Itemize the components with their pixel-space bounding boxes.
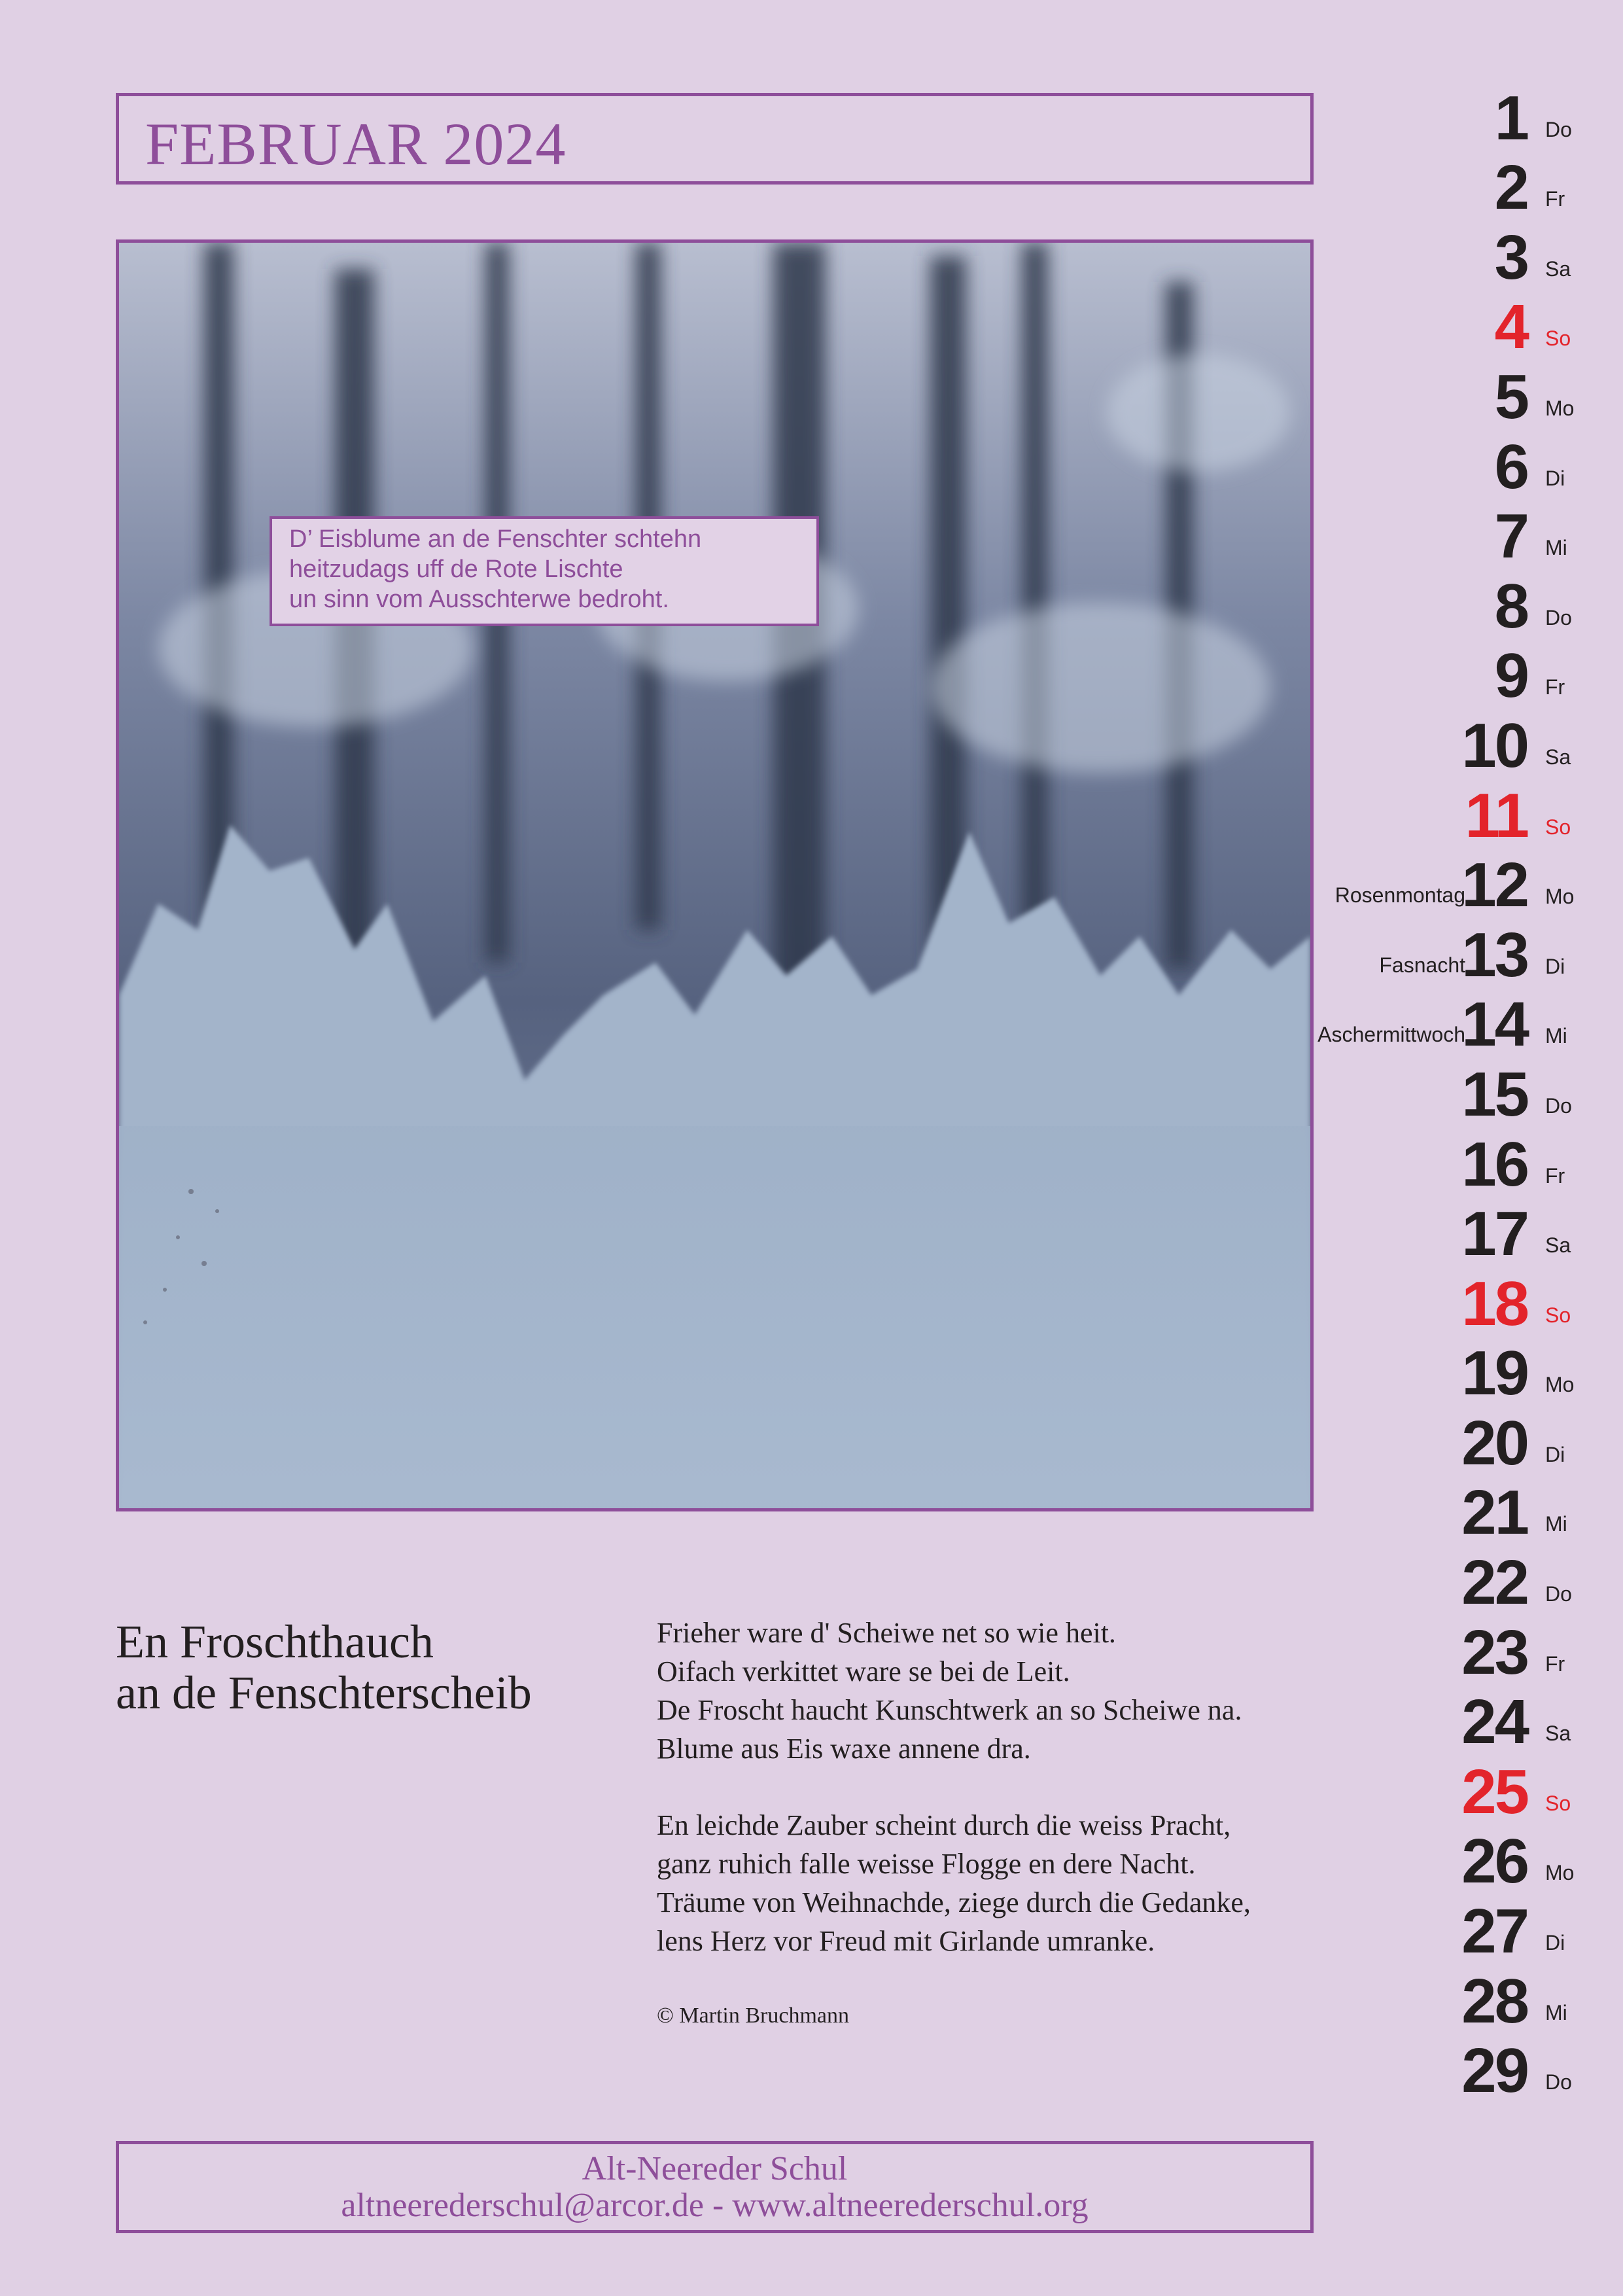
day-number: 29 <box>1461 2036 1527 2106</box>
day-weekday: Sa <box>1545 256 1571 281</box>
day-number: 13 <box>1461 919 1527 990</box>
day-column <box>1308 80 1616 2106</box>
day-number: 26 <box>1461 1826 1527 1897</box>
day-number: 16 <box>1461 1129 1527 1199</box>
day-row <box>1308 638 1616 711</box>
day-number: 8 <box>1494 571 1527 641</box>
day-weekday: Fr <box>1545 1163 1565 1188</box>
caption-line: D’ Eisblume an de Fenschter schtehn <box>289 525 702 553</box>
day-row <box>1308 1056 1616 1129</box>
day-row <box>1308 1126 1616 1199</box>
day-row <box>1308 2033 1616 2106</box>
poem-line: Frieher ware d' Scheiwe net so wie heit. <box>657 1617 1116 1649</box>
poem-title-line: an de Fenschterscheib <box>116 1667 532 1719</box>
day-weekday: So <box>1545 1791 1571 1815</box>
day-weekday: Fr <box>1545 675 1565 699</box>
day-row <box>1308 777 1616 851</box>
day-number: 14 <box>1461 989 1527 1060</box>
day-row <box>1308 1544 1616 1618</box>
day-weekday: Mo <box>1545 885 1575 909</box>
day-weekday: Di <box>1545 1442 1565 1466</box>
day-row <box>1308 1265 1616 1339</box>
day-number: 28 <box>1461 1966 1527 2036</box>
day-row <box>1308 1614 1616 1687</box>
day-number: 23 <box>1461 1617 1527 1687</box>
day-weekday: Di <box>1545 954 1565 978</box>
day-holiday-label: Rosenmontag <box>1335 883 1465 908</box>
poem-title <box>116 1616 613 1718</box>
footer-contact: altneerederschul@arcor.de - www.altneerederschul.org <box>341 2187 1089 2224</box>
day-row <box>1308 1335 1616 1409</box>
footer <box>116 2141 1314 2233</box>
day-row <box>1308 1684 1616 1757</box>
day-holiday-label: Fasnacht <box>1379 953 1465 977</box>
poem-line: lens Herz vor Freud mit Girlande umranke. <box>657 1925 1155 1957</box>
poem-line: ganz ruhich falle weisse Flogge en dere Nacht. <box>657 1848 1196 1880</box>
poem-line: Oifach verkittet ware se bei de Leit. <box>657 1655 1070 1687</box>
day-number: 2 <box>1494 152 1527 223</box>
day-weekday: Sa <box>1545 745 1571 769</box>
day-number: 7 <box>1494 501 1527 572</box>
day-number: 15 <box>1461 1059 1527 1129</box>
day-row <box>1308 847 1616 921</box>
poem-line: En leichde Zauber scheint durch die weiss Pracht, <box>657 1809 1231 1841</box>
day-row <box>1308 1475 1616 1548</box>
poem-text <box>657 1614 1331 1998</box>
day-number: 11 <box>1465 780 1527 851</box>
day-number: 19 <box>1461 1338 1527 1409</box>
day-number: 5 <box>1494 361 1527 432</box>
day-row <box>1308 219 1616 292</box>
month-title: FEBRUAR 2024 <box>145 111 567 177</box>
day-row <box>1308 1824 1616 1897</box>
caption-line: un sinn vom Ausschterwe bedroht. <box>289 586 669 613</box>
day-weekday: Sa <box>1545 1233 1571 1258</box>
poem-stanza <box>657 1806 1331 1960</box>
day-weekday: Sa <box>1545 1722 1571 1746</box>
day-row <box>1308 707 1616 781</box>
day-number: 1 <box>1494 82 1527 153</box>
day-number: 10 <box>1461 710 1527 781</box>
day-number: 21 <box>1461 1477 1527 1548</box>
day-row <box>1308 289 1616 362</box>
day-number: 12 <box>1461 850 1527 921</box>
day-row <box>1308 150 1616 223</box>
day-row <box>1308 499 1616 572</box>
day-weekday: Di <box>1545 1931 1565 1955</box>
day-weekday: Fr <box>1545 187 1565 211</box>
day-weekday: Mo <box>1545 396 1575 420</box>
poem-line: De Froscht haucht Kunschtwerk an so Scheiwe na. <box>657 1694 1242 1726</box>
day-row <box>1308 359 1616 432</box>
poem-stanza <box>657 1614 1331 1768</box>
day-weekday: Fr <box>1545 1651 1565 1676</box>
day-number: 6 <box>1494 431 1527 502</box>
day-row <box>1308 1754 1616 1827</box>
day-number: 25 <box>1461 1756 1527 1827</box>
day-number: 17 <box>1461 1199 1527 1269</box>
day-row <box>1308 80 1616 153</box>
day-row <box>1308 1405 1616 1478</box>
day-row <box>1308 987 1616 1060</box>
day-number: 9 <box>1494 641 1527 711</box>
day-weekday: Do <box>1545 1582 1572 1606</box>
day-row <box>1308 1196 1616 1269</box>
day-number: 3 <box>1494 222 1527 292</box>
poem-line: Blume aus Eis waxe annene dra. <box>657 1733 1031 1765</box>
month-title-box <box>116 93 1314 185</box>
photo-caption <box>270 516 819 626</box>
day-weekday: Mi <box>1545 2000 1567 2024</box>
day-weekday: Do <box>1545 1093 1572 1118</box>
day-number: 24 <box>1461 1687 1527 1757</box>
day-number: 4 <box>1494 292 1527 362</box>
day-row <box>1308 568 1616 641</box>
day-weekday: Mi <box>1545 1024 1567 1048</box>
poem-line: Träume von Weihnachde, ziege durch die Gedanke, <box>657 1886 1251 1918</box>
caption-line: heitzudags uff de Rote Lischte <box>289 556 623 583</box>
day-weekday: Mi <box>1545 1512 1567 1536</box>
day-weekday: Do <box>1545 605 1572 629</box>
day-weekday: So <box>1545 327 1571 351</box>
day-number: 22 <box>1461 1547 1527 1618</box>
day-holiday-label: Aschermittwoch <box>1318 1023 1465 1047</box>
day-weekday: Do <box>1545 2070 1572 2094</box>
frost-photo-image <box>119 243 1310 1508</box>
footer-organization: Alt-Neereder Schul <box>582 2150 848 2187</box>
day-weekday: Do <box>1545 117 1572 141</box>
day-weekday: Di <box>1545 466 1565 490</box>
day-weekday: So <box>1545 815 1571 839</box>
day-row <box>1308 917 1616 990</box>
day-row <box>1308 1893 1616 1967</box>
frost-photo <box>116 239 1314 1511</box>
poem-author: © Martin Bruchmann <box>657 2004 849 2028</box>
day-weekday: Mo <box>1545 1861 1575 1885</box>
day-weekday: Mo <box>1545 1373 1575 1397</box>
day-number: 18 <box>1461 1268 1527 1339</box>
day-number: 27 <box>1461 1896 1527 1967</box>
day-weekday: Mi <box>1545 536 1567 560</box>
poem-title-line: En Froschthauch <box>116 1616 434 1668</box>
day-row <box>1308 1963 1616 2036</box>
day-number: 20 <box>1461 1407 1527 1478</box>
day-row <box>1308 429 1616 502</box>
day-weekday: So <box>1545 1303 1571 1327</box>
